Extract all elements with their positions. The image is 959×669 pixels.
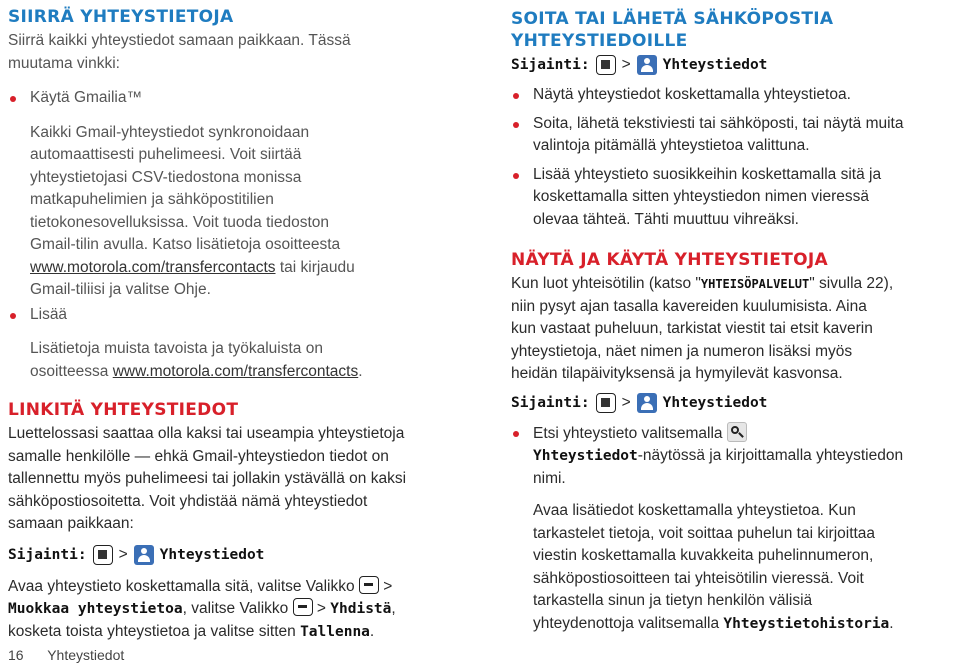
text-line xyxy=(8,598,463,621)
text-line xyxy=(511,273,959,296)
page-footer xyxy=(8,647,124,663)
link-contacts-paragraph xyxy=(8,423,463,536)
heading-call-email xyxy=(511,8,959,52)
text-line: koskettamalla sitten yhteystiedon nimen vieressä xyxy=(533,188,869,205)
heading-line: SOITA TAI LÄHETÄ SÄHKÖPOSTIA xyxy=(511,9,834,29)
text-line: matkapuhelimien ja sähköpostitilien xyxy=(30,191,274,208)
text-line: tietokonesovelluksissa. Voit tuoda tiedoston xyxy=(30,213,329,231)
text-line: samalle henkilölle — ehkä Gmail-yhteystiedon tiedot on xyxy=(8,447,389,465)
path-separator: > xyxy=(621,393,631,411)
contacts-screen-label: Yhteystiedot xyxy=(533,448,638,464)
bullet-view-contact xyxy=(511,84,959,107)
text-line: viestin koskettamalla kuvakkeita puhelinnumeron, xyxy=(533,547,874,564)
text-fragment: osoitteessa xyxy=(30,362,113,380)
location-path xyxy=(511,390,959,416)
text-line: Soita, lähetä tekstiviesti tai sähköposti, tai näytä muita xyxy=(533,114,904,132)
text-line: samaan paikkaan: xyxy=(8,515,134,532)
text-line xyxy=(8,621,463,644)
transfercontacts-link-2[interactable]: www.motorola.com/transfercontacts xyxy=(112,362,359,380)
text-line xyxy=(533,422,959,446)
text-line xyxy=(30,257,463,280)
text-line: Gmail-tiliisi ja valitse Ohje. xyxy=(30,281,211,298)
text-line: Kaikki Gmail-yhteystiedot synkronoidaan xyxy=(30,123,310,141)
location-label: Sijainti: xyxy=(511,394,590,411)
contacts-icon xyxy=(637,393,657,413)
text-fragment: -näytössä ja kirjoittamalla yhteystiedon xyxy=(637,447,904,464)
text-fragment: " sivulla 22), xyxy=(809,275,894,292)
contact-details-paragraph xyxy=(511,500,959,635)
apps-icon xyxy=(93,545,113,565)
transfer-intro xyxy=(8,30,463,75)
join-label: Yhdistä xyxy=(330,601,392,617)
text-fragment: tai kirjaudu xyxy=(275,258,355,276)
menu-icon xyxy=(293,598,313,616)
gmail-description xyxy=(8,122,463,302)
heading-link-contacts: LINKITÄ YHTEYSTIEDOT xyxy=(8,400,239,420)
view-contacts-paragraph xyxy=(511,273,959,386)
text-line: heidän tilapäivityksensä ja hymyilevät kasvonsa. xyxy=(511,365,843,382)
right-column xyxy=(511,0,959,635)
location-path xyxy=(511,52,959,78)
text-line: automaattisesti puhelimeesi. Voit siirtää xyxy=(30,146,302,163)
text-line: sähköpostiosoitteen tai yhteisötilin vieressä. Voit xyxy=(533,569,864,587)
footer-section: Yhteystiedot xyxy=(47,647,125,663)
save-label: Tallenna xyxy=(300,623,370,640)
location-target: Yhteystiedot xyxy=(662,57,768,73)
text-line: Näytä yhteystiedot koskettamalla yhteystietoa. xyxy=(533,86,851,103)
text-fragment: Avaa yhteystieto koskettamalla sitä, valitse Valikko xyxy=(8,577,355,595)
text-line: yhteystietojasi CSV-tiedostona monissa xyxy=(30,168,302,186)
text-line: tarkastelet tietoja, voit soittaa puhelun tai kirjoittaa xyxy=(533,524,876,542)
text-line: valintoja pitämällä yhteystietoa valittuna. xyxy=(533,137,810,154)
bullet-title: Käytä Gmailia™ xyxy=(30,89,142,106)
text-fragment: yhteydenottoja valitsemalla xyxy=(533,614,724,632)
contact-history-label: Yhteystietohistoria xyxy=(723,615,890,632)
text-fragment: > xyxy=(316,600,326,617)
text-fragment: , xyxy=(391,600,396,617)
menu-icon xyxy=(359,576,379,594)
text-line: Lisätietoja muista tavoista ja työkaluista on xyxy=(30,340,323,357)
bullet-title: Lisää xyxy=(30,305,68,323)
path-separator: > xyxy=(621,56,631,73)
text-fragment: . xyxy=(369,622,375,640)
text-line: Lisää yhteystieto suosikkeihin koskettamalla sitä ja xyxy=(533,165,882,183)
heading-transfer-contacts: SIIRRÄ YHTEYSTIETOJA xyxy=(8,7,234,27)
heading-line: YHTEYSTIEDOILLE xyxy=(511,31,688,51)
text-line: olevaa tähteä. Tähti muuttuu vihreäksi. xyxy=(533,210,799,228)
location-label: Sijainti: xyxy=(8,546,87,563)
intro-line: muutama vinkki: xyxy=(8,54,120,72)
apps-icon xyxy=(596,55,616,75)
text-line xyxy=(533,613,959,636)
text-line: tarkastella sinun ja tietyn henkilön välisiä xyxy=(533,592,813,609)
text-line xyxy=(30,361,463,384)
bullet-call-text xyxy=(511,113,959,158)
bullet-gmail xyxy=(8,87,463,110)
text-line: niin pysyt ajan tasalla kavereiden kuulumisista. Aina xyxy=(511,297,867,315)
contacts-icon xyxy=(134,545,154,565)
text-fragment: . xyxy=(889,614,894,632)
text-fragment: kosketa toista yhteystietoa ja valitse sitten xyxy=(8,622,301,640)
transfercontacts-link[interactable]: www.motorola.com/transfercontacts xyxy=(30,258,276,276)
text-line: nimi. xyxy=(533,469,566,487)
text-line: Avaa lisätiedot koskettamalla yhteystietoa. Kun xyxy=(533,502,856,519)
path-separator: > xyxy=(118,545,128,563)
page-number: 16 xyxy=(8,647,24,663)
link-steps xyxy=(8,576,463,644)
text-line: tallennettu myös puhelimeesi tai jollakin ystävällä on kaksi xyxy=(8,470,407,487)
bullet-search-contact xyxy=(511,422,959,491)
text-line xyxy=(8,576,463,599)
location-label: Sijainti: xyxy=(511,57,590,73)
bullet-favorites xyxy=(511,164,959,232)
edit-contact-label: Muokkaa yhteystietoa xyxy=(8,601,183,617)
section-link-contacts xyxy=(8,399,463,643)
text-line: Gmail-tilin avulla. Katso lisätietoja osoitteesta xyxy=(30,236,341,253)
social-services-label: YHTEISÖPALVELUT xyxy=(700,277,810,291)
heading-view-contacts: NÄYTÄ JA KÄYTÄ YHTEYSTIETOJA xyxy=(511,250,828,270)
text-fragment: > xyxy=(383,577,393,595)
bullet-more xyxy=(8,304,463,327)
text-line: Luettelossasi saattaa olla kaksi tai useampia yhteystietoja xyxy=(8,425,405,442)
apps-icon xyxy=(596,393,616,413)
location-target: Yhteystiedot xyxy=(662,394,768,411)
text-fragment: Etsi yhteystieto valitsemalla xyxy=(533,424,723,442)
section-transfer-contacts xyxy=(8,6,463,383)
contacts-icon xyxy=(637,55,657,75)
text-fragment: , valitse Valikko xyxy=(182,600,289,617)
text-line: sähköpostiosoitetta. Voit yhdistää nämä yhteystiedot xyxy=(8,492,368,510)
text-line xyxy=(533,445,959,468)
more-description xyxy=(8,338,463,383)
left-column xyxy=(8,0,463,643)
text-fragment: Kun luot yhteisötilin (katso " xyxy=(511,275,701,292)
intro-line: Siirrä kaikki yhteystiedot samaan paikkaan. Tässä xyxy=(8,32,351,49)
location-target: Yhteystiedot xyxy=(159,546,265,563)
text-line: yhteystietoja, näet nimen ja numeron lisäksi myös xyxy=(511,342,853,360)
text-fragment: . xyxy=(358,362,363,380)
search-icon xyxy=(727,422,747,442)
location-path xyxy=(8,542,463,568)
section-call-email xyxy=(511,8,959,231)
section-view-contacts xyxy=(511,249,959,635)
text-line: kun vastaat puheluun, tarkistat viestit tai etsit kaverin xyxy=(511,320,873,337)
